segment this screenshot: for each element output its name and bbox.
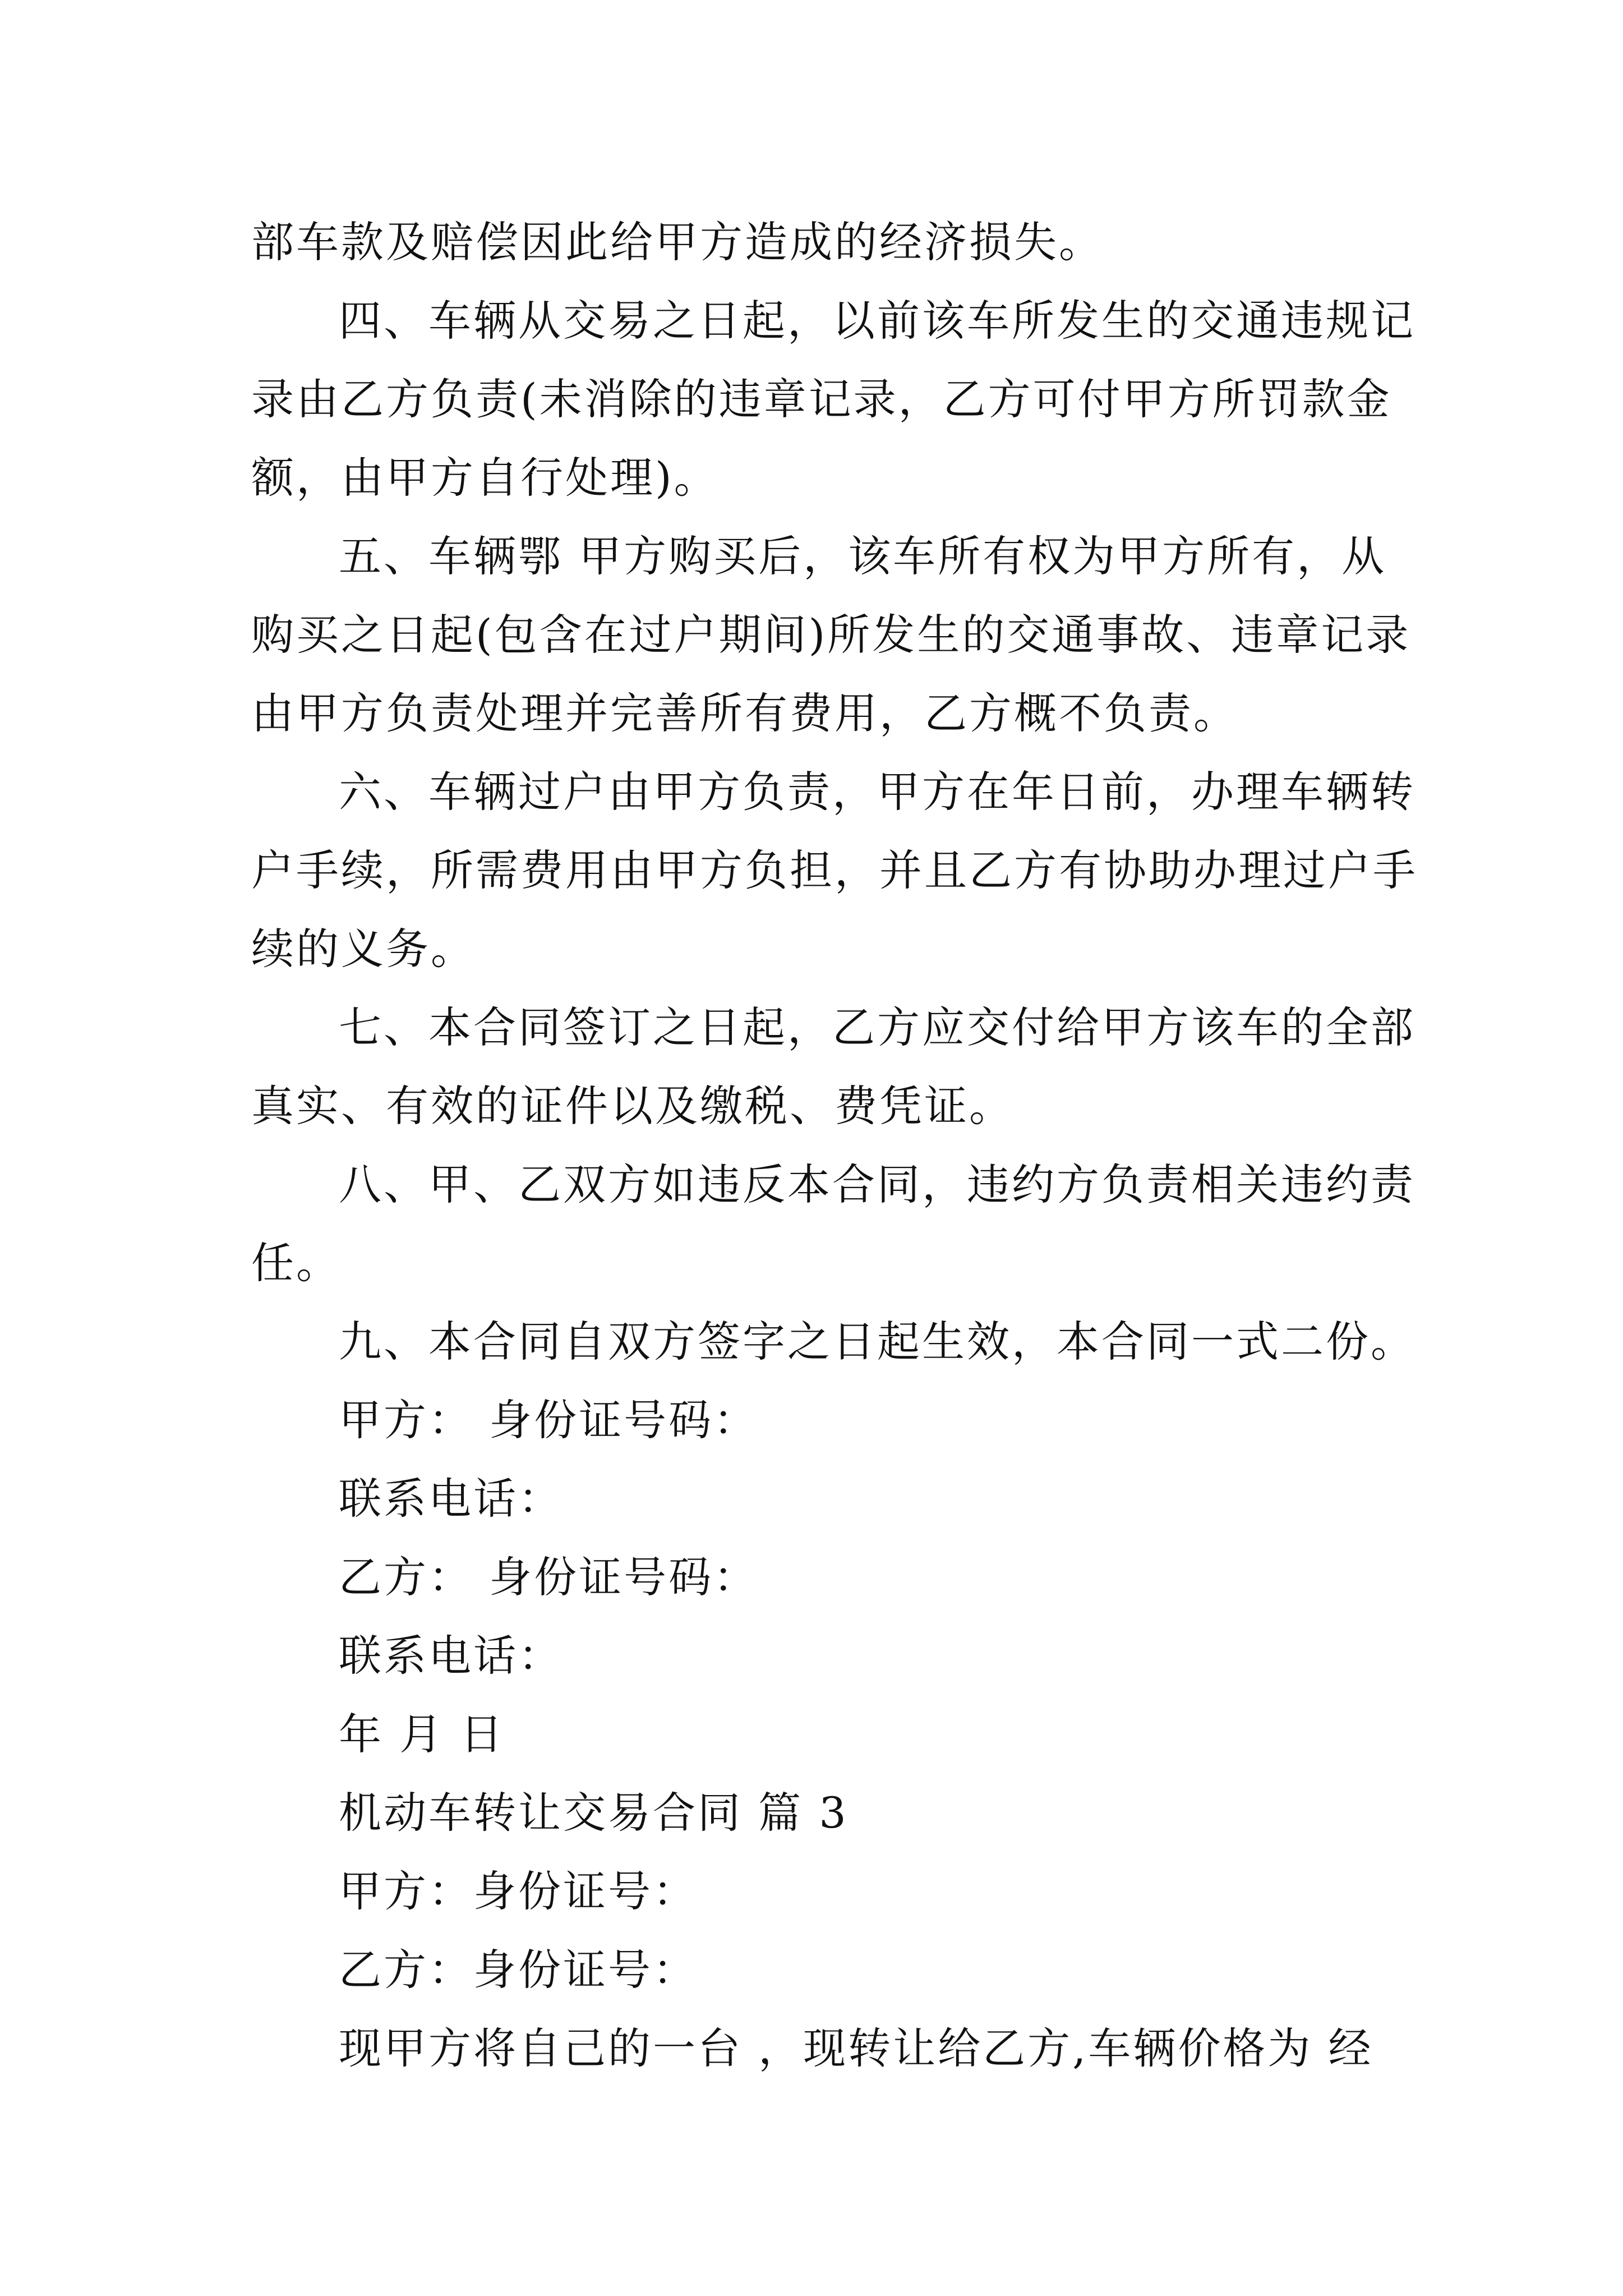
paragraph-line: 额，由甲方自行处理)。 [251, 453, 719, 503]
clause-5-heading: 五、车辆鄂 甲方购买后，该车所有权为甲方所有，从 [339, 531, 1387, 581]
clause-9-heading: 九、本合同自双方签字之日起生效，本合同一式二份。 [339, 1317, 1415, 1366]
party-a-phone-field: 联系电话： [339, 1474, 563, 1524]
paragraph-line: 购买之日起(包含在过户期间)所发生的交通事故、违章记录 [251, 610, 1411, 660]
paragraph-line: 录由乙方负责(未消除的违章记录，乙方可付甲方所罚款金 [251, 374, 1392, 424]
date-field: 年 月 日 [339, 1709, 505, 1759]
party-b-id-line: 乙方：身份证号： [339, 1945, 698, 1995]
paragraph-line: 部车款及赔偿因此给甲方造成的经济损失。 [251, 217, 1104, 267]
paragraph-line: 任。 [251, 1238, 341, 1288]
paragraph-line: 续的义务。 [251, 924, 476, 974]
party-a-id-field: 甲方： 身份证号码： [339, 1395, 759, 1445]
paragraph-line: 真实、有效的证件以及缴税、费凭证。 [251, 1081, 1014, 1131]
clause-4-heading: 四、车辆从交易之日起，以前该车所发生的交通违规记 [339, 296, 1415, 346]
paragraph-line: 现甲方将自己的一台 ，现转让给乙方,车辆价格为 经 [339, 2023, 1373, 2073]
clause-8-heading: 八、甲、乙双方如违反本合同，违约方负责相关违约责 [339, 1159, 1415, 1209]
paragraph-line: 由甲方负责处理并完善所有费用，乙方概不负责。 [251, 688, 1238, 738]
clause-6-heading: 六、车辆过户由甲方负责，甲方在年日前，办理车辆转 [339, 767, 1415, 817]
clause-7-heading: 七、本合同签订之日起，乙方应交付给甲方该车的全部 [339, 1002, 1415, 1052]
section-title: 机动车转让交易合同 篇 3 [339, 1788, 849, 1838]
party-b-phone-field: 联系电话： [339, 1631, 563, 1681]
party-a-id-line: 甲方：身份证号： [339, 1866, 698, 1916]
paragraph-line: 户手续，所需费用由甲方负担，并且乙方有协助办理过户手 [251, 845, 1418, 895]
party-b-id-field: 乙方： 身份证号码： [339, 1552, 759, 1602]
